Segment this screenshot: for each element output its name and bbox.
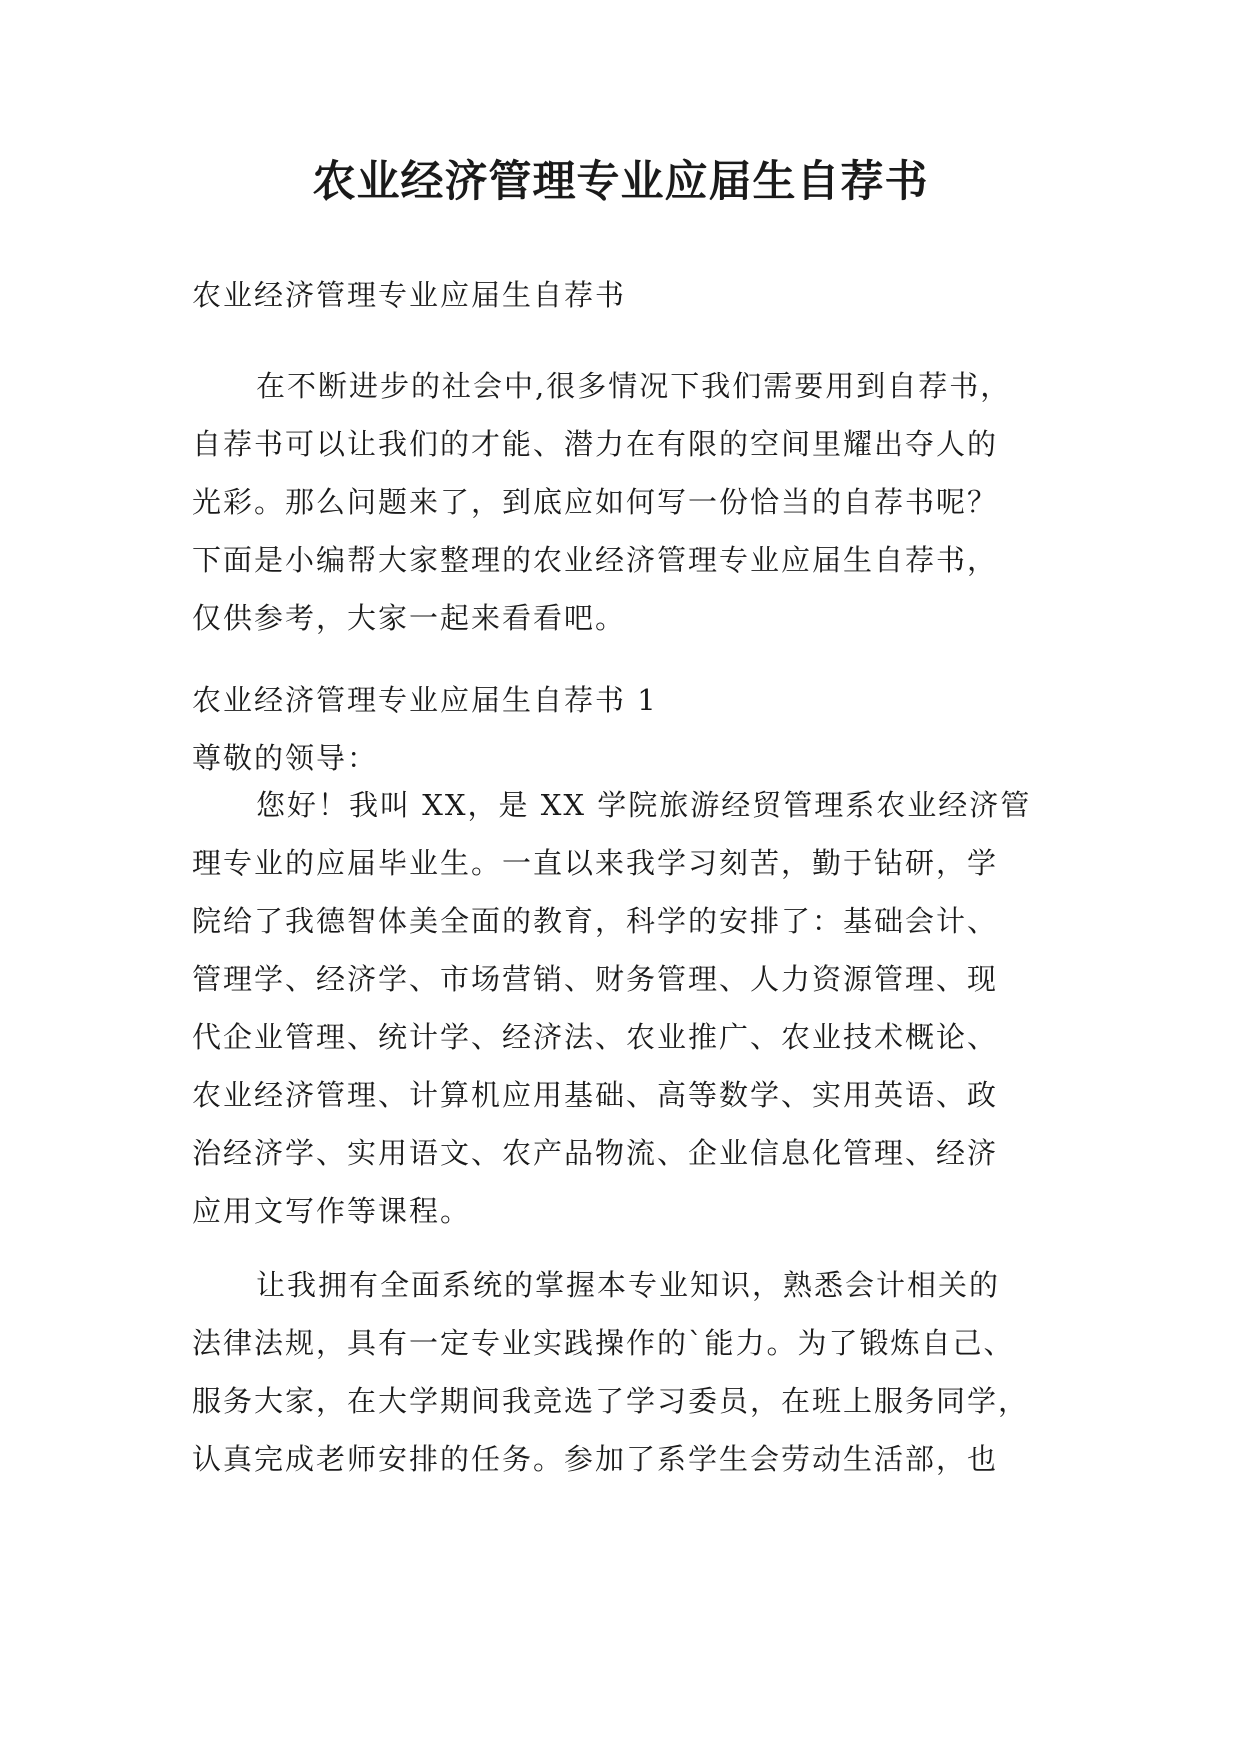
paragraph-line: 理专业的应届毕业生。一直以来我学习刻苦，勤于钻研，学 <box>192 846 999 880</box>
intro-line: 自荐书可以让我们的才能、潜力在有限的空间里耀出夺人的 <box>192 427 999 461</box>
section-heading: 农业经济管理专业应届生自荐书 1 <box>192 683 658 717</box>
document-subtitle-block <box>192 266 1052 324</box>
document-subtitle: 农业经济管理专业应届生自荐书 <box>192 278 627 312</box>
paragraph-line: 认真完成老师安排的任务。参加了系学生会劳动生活部，也 <box>192 1442 999 1476</box>
intro-paragraph <box>192 357 1052 647</box>
body-paragraph-1 <box>192 776 1052 1240</box>
paragraph-line: 应用文写作等课程。 <box>192 1194 472 1228</box>
paragraph-line: 法律法规，具有一定专业实践操作的`能力。为了锻炼自己、 <box>192 1326 1015 1360</box>
intro-line: 在不断进步的社会中,很多情况下我们需要用到自荐书， <box>256 369 1012 403</box>
paragraph-line: 院给了我德智体美全面的教育，科学的安排了：基础会计、 <box>192 904 999 938</box>
paragraph-line: 服务大家，在大学期间我竞选了学习委员，在班上服务同学， <box>192 1384 1030 1418</box>
paragraph-line: 让我拥有全面系统的掌握本专业知识，熟悉会计相关的 <box>256 1268 1001 1302</box>
intro-line: 光彩。那么问题来了，到底应如何写一份恰当的自荐书呢？ <box>192 485 999 519</box>
paragraph-line: 代企业管理、统计学、经济法、农业推广、农业技术概论、 <box>192 1020 999 1054</box>
letter-header <box>192 671 1052 787</box>
paragraph-line: 治经济学、实用语文、农产品物流、企业信息化管理、经济 <box>192 1136 999 1170</box>
paragraph-line: 您好！我叫 XX，是 XX 学院旅游经贸管理系农业经济管 <box>256 788 1032 822</box>
paragraph-line: 管理学、经济学、市场营销、财务管理、人力资源管理、现 <box>192 962 999 996</box>
salutation: 尊敬的领导： <box>192 741 379 775</box>
document-title: 农业经济管理专业应届生自荐书 <box>312 157 929 207</box>
intro-line: 下面是小编帮大家整理的农业经济管理专业应届生自荐书， <box>192 543 999 577</box>
body-paragraph-2 <box>192 1256 1052 1488</box>
paragraph-line: 农业经济管理、计算机应用基础、高等数学、实用英语、政 <box>192 1078 999 1112</box>
intro-line: 仅供参考，大家一起来看看吧。 <box>192 601 627 635</box>
